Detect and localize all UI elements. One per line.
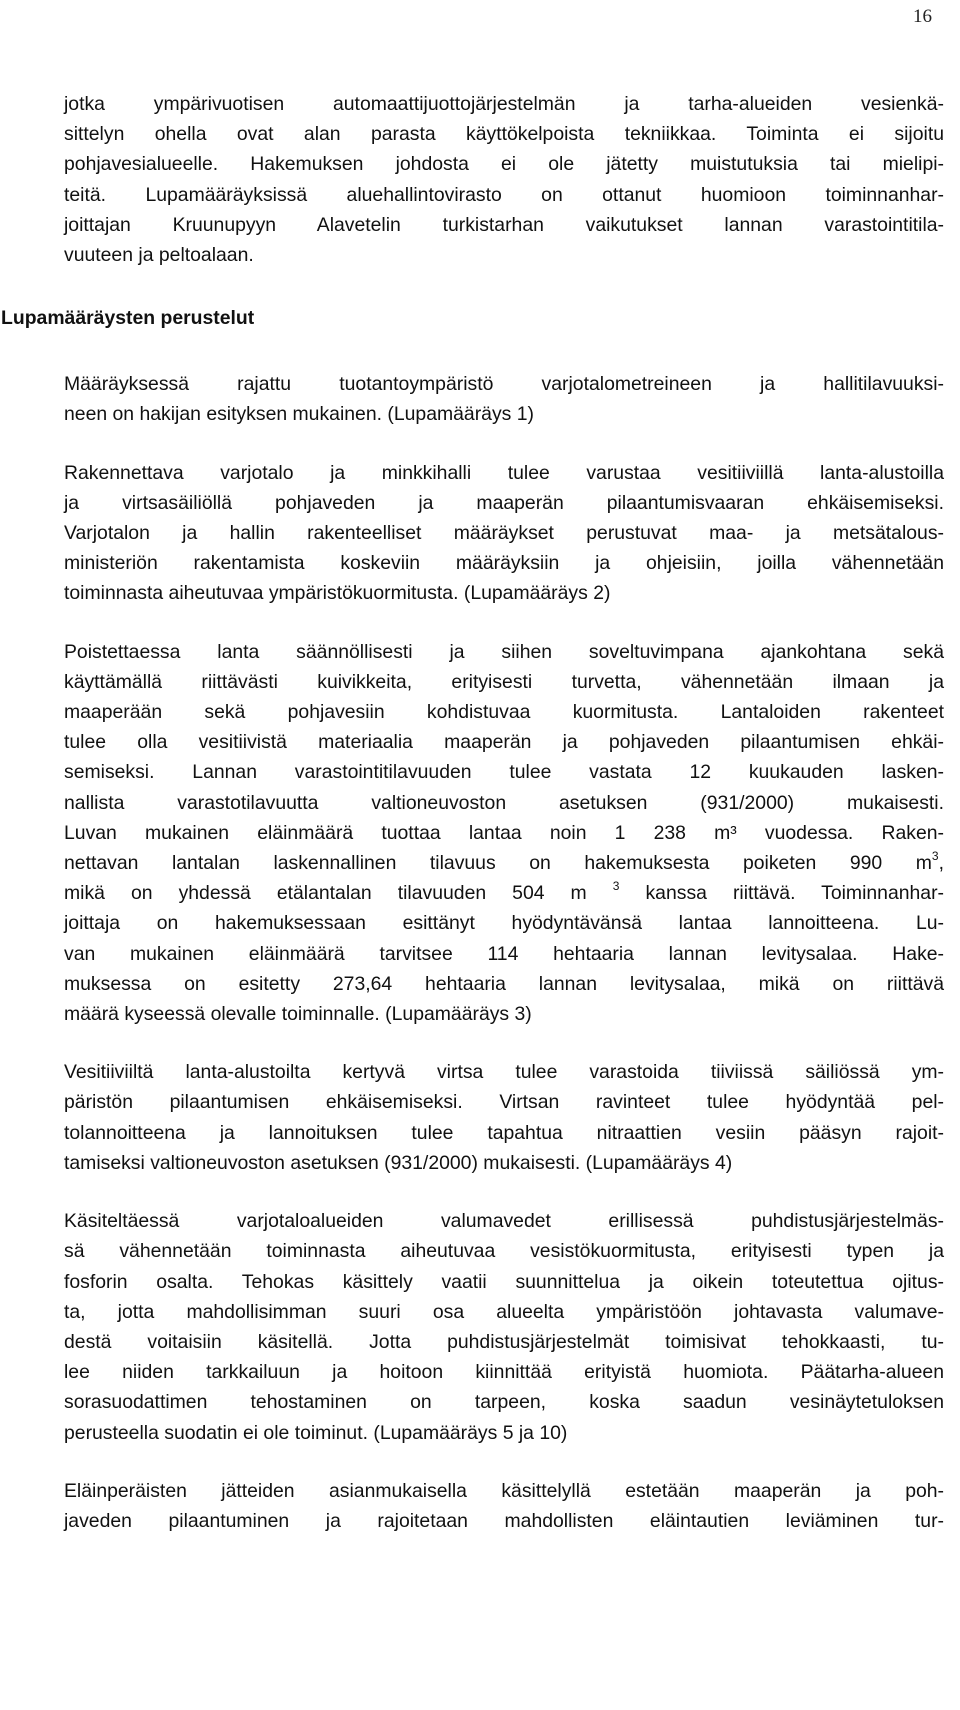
text-line: joittajan Kruunupyyn Alavetelin turkistarhan vaikutukset lannan varastointitila- [64,213,944,236]
text-line: tulee olla vesitiivistä materiaalia maaperän ja pohjaveden pilaantumisen ehkäi- [64,731,944,754]
text-line: käyttämällä riittävästi kuivikkeita, erityisesti turvetta, vähennetään ilmaan ja [64,670,944,693]
text-line: tamiseksi valtioneuvoston asetuksen (931/2000) mukaisesti. (Lupamääräys 4) [64,1151,733,1174]
text-line: joittaja on hakemuksessaan esittänyt hyödyntävänsä lantaa lannoitteena. Lu- [64,912,944,935]
text-line: sä vähennetään toiminnasta aiheutuvaa vesistökuormitusta, erityisesti typen ja [64,1240,944,1263]
text-line: muksessa on esitetty 273,64 hehtaaria lannan levitysalaa, mikä on riittävä [64,972,944,995]
paragraph-lupamaarays-1 [64,369,944,429]
paragraph-lupamaarays-4 [64,1057,944,1178]
text-line: javeden pilaantuminen ja rajoitetaan mahdollisten eläintautien leviäminen tur- [64,1509,944,1532]
text-line: teitä. Lupamääräyksissä aluehallintovirasto on ottanut huomioon toiminnanhar- [64,183,944,206]
text-line: vuuteen ja peltoalaan. [64,244,254,267]
text-line: toiminnasta aiheutuvaa ympäristökuormitusta. (Lupamääräys 2) [64,582,611,605]
text-line: Käsiteltäessä varjotaloalueiden valumavedet erillisessä puhdistusjärjestelmäs- [64,1210,944,1233]
page-content [1,89,945,1564]
text-line: ja virtsasäiliöllä pohjaveden ja maaperän pilaantumisvaaran ehkäisemiseksi. [64,491,944,514]
section-heading: Lupamääräysten perustelut [1,307,255,330]
page-number: 16 [913,6,932,27]
text-line: jotka ympärivuotisen automaattijuottojärjestelmän ja tarha-alueiden vesienkä- [64,93,944,115]
text-line: perusteella suodatin ei ole toiminut. (Lupamääräys 5 ja 10) [64,1421,568,1444]
text-line: Poistettaessa lanta säännöllisesti ja siihen soveltuvimpana ajankohtana sekä [64,640,944,663]
paragraph-lupamaarays-2 [64,458,944,609]
text-line: Rakennettava varjotalo ja minkkihalli tulee varustaa vesitiiviillä lanta-alustoilla [64,461,944,484]
text-line: Varjotalon ja hallin rakenteelliset määräykset perustuvat maa- ja metsätalous- [64,522,944,545]
paragraph-intro [64,89,944,270]
text-line: Määräyksessä rajattu tuotantoympäristö varjotalometreineen ja hallitilavuuksi- [64,373,944,396]
text-line-with-superscript [64,848,944,878]
text-line: sittelyn ohella ovat alan parasta käyttökelpoista tekniikkaa. Toiminta ei sijoitu [64,123,944,146]
superscript: 3 [612,879,620,894]
paragraph-lupamaarays-3 [64,637,944,1030]
text-line: Eläinperäisten jätteiden asianmukaisella käsittelyllä estetään maaperän ja poh- [64,1479,944,1502]
text-line: sorasuodattimen tehostaminen on tarpeen, koska saadun vesinäytetuloksen [64,1391,944,1414]
text-line-with-superscript [64,878,944,908]
text-line: maaperään sekä pohjavesiin kohdistuvaa kuormitusta. Lantaloiden rakenteet [64,701,944,724]
text-line: tolannoitteena ja lannoituksen tulee tapahtua nitraattien vesiin pääsyn rajoit- [64,1121,944,1144]
text-line: fosforin osalta. Tehokas käsittely vaatii suunnittelua ja oikein toteutettua ojitus- [64,1270,944,1293]
superscript: 3 [931,849,939,864]
text-line: semiseksi. Lannan varastointitilavuuden tulee vastata 12 kuukauden lasken- [64,761,944,784]
text-line: määrä kyseessä olevalle toiminnalle. (Lupamääräys 3) [64,1003,532,1026]
text-line: ta, jotta mahdollisimman suuri osa alueelta ympäristöön johtavasta valumave- [64,1300,944,1323]
line-tail: kanssa riittävä. Toiminnanhar- [619,882,945,905]
line-tail: , [938,852,944,875]
text-line: ministeriön rakentamista koskeviin määräyksiin ja ohjeisiin, joilla vähennetään [64,552,944,575]
paragraph-lupamaarays-5-10 [64,1206,944,1448]
text-line: destä voitaisiin käsitellä. Jotta puhdistusjärjestelmät toimisivat tehokkaasti, tu- [64,1330,944,1353]
text-line: pohjavesialueelle. Hakemuksen johdosta ei ole jätetty muistutuksia tai mielipi- [64,153,944,176]
text-line: Luvan mukainen eläinmäärä tuottaa lantaa noin 1 238 m³ vuodessa. Raken- [64,821,944,844]
paragraph-elainperaiset-jatteet [64,1476,944,1536]
text-line: Vesitiiviiltä lanta-alustoilta kertyvä virtsa tulee varastoida tiiviissä säiliössä ym- [64,1061,944,1084]
text-line: van mukainen eläinmäärä tarvitsee 114 hehtaaria lannan levitysalaa. Hake- [64,942,944,965]
text-line: neen on hakijan esityksen mukainen. (Lupamääräys 1) [64,403,534,426]
text-line: lee niiden tarkkailuun ja hoitoon kiinnittää erityistä huomiota. Päätarha-alueen [64,1361,944,1384]
line-text: mikä on yhdessä etälantalan tilavuuden 504 m [64,882,587,905]
text-line: päristön pilaantumisen ehkäisemiseksi. Virtsan ravinteet tulee hyödyntää pel- [64,1091,944,1114]
line-text: nettavan lantalan laskennallinen tilavuus on hakemuksesta poiketen 990 m [64,852,932,875]
text-line: nallista varastotilavuutta valtioneuvoston asetuksen (931/2000) mukaisesti. [64,791,944,814]
